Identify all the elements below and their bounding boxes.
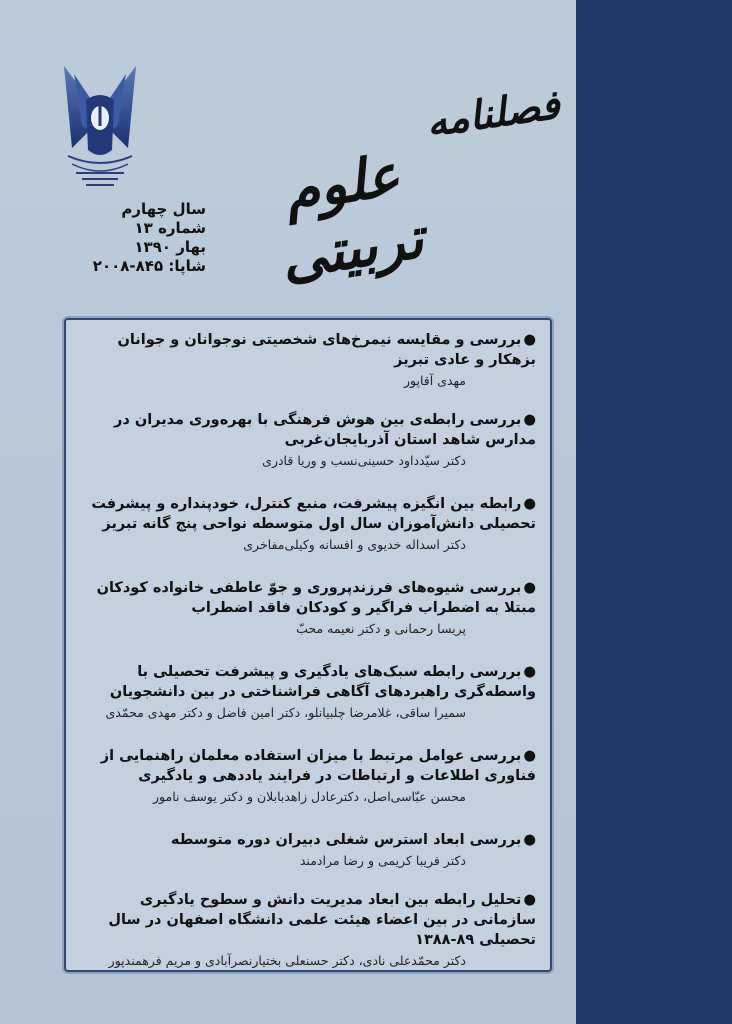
bullet-icon: ● (523, 496, 536, 512)
article-item (80, 746, 536, 806)
article-item (80, 410, 536, 470)
article-authors: دکتر محمّدعلی نادی، دکتر حسنعلی بختیارنصرآبادی و مریم فرهمندپور (108, 953, 466, 968)
issue-number: شماره ۱۳ (134, 219, 206, 237)
article-title: ●بررسی و مقایسه نیمرخ‌های شخصیتی نوجوانان و جوانان بزهکار و عادی تبریز (117, 332, 536, 368)
article-item (80, 662, 536, 722)
article-authors: دکتر فریبا کریمی و رضا مرادمند (299, 853, 466, 868)
article-item (80, 890, 536, 970)
cover-spine (576, 0, 732, 1024)
article-authors: پریسا رحمانی و دکتر نعیمه محبّ (296, 621, 466, 636)
article-authors: محسن عبّاسی‌اصل، دکترعادل زاهدبابلان و دکتر یوسف نامور (153, 789, 466, 804)
article-item (80, 494, 536, 554)
issue-year: سال چهارم (121, 200, 206, 218)
article-title: ●تحلیل رابطه بین ابعاد مدیریت دانش و سطوح یادگیری سازمانی در بین اعضاء هیئت علمی دانشگاه اصفهان در سال تحصیلی ۸۹-۱۳۸۸ (108, 892, 536, 948)
article-title: ●رابطه بین انگیزه پیشرفت، منبع کنترل، خودپنداره و پیشرفت تحصیلی دانش‌آموزان سال اول متوسطه نواحی پنج گانه تبریز (91, 496, 536, 532)
article-title: ●بررسی رابطه سبک‌های یادگیری و پیشرفت تحصیلی با واسطه‌گری راهبردهای آگاهی فراشناختی در بین دانشجویان (109, 664, 536, 700)
bullet-icon: ● (523, 664, 536, 680)
article-item (80, 330, 536, 390)
journal-title-line2: علوم تربیتی (276, 141, 428, 293)
issue-info (66, 200, 206, 276)
article-item (80, 578, 536, 638)
bullet-icon: ● (523, 832, 536, 848)
article-title: ●بررسی شیوه‌های فرزندپروری و جوّ عاطفی خانواده کودکان مبتلا به اضطراب فراگیر و کودکان فاقد اضطراب (96, 580, 536, 616)
article-authors: مهدی آقاپور (403, 373, 466, 388)
article-item (80, 830, 536, 870)
article-title: ●بررسی رابطه‌ی بین هوش فرهنگی با بهره‌وری مدیران در مدارس شاهد استان آذربایجان‌غربی (114, 412, 536, 448)
bullet-icon: ● (523, 412, 536, 428)
bullet-icon: ● (523, 748, 536, 764)
article-title: ●بررسی ابعاد استرس شغلی دبیران دوره متوسطه (170, 832, 536, 848)
bullet-icon: ● (523, 332, 536, 348)
university-logo-icon (58, 60, 142, 200)
article-authors: سمیرا ساقی، غلامرضا چلبیانلو، دکتر امین فاضل و دکتر مهدی محمّدی (105, 705, 466, 720)
bullet-icon: ● (523, 892, 536, 908)
issue-issn: شاپا: ۸۴۵-۲۰۰۸ (92, 257, 206, 275)
journal-title-line1: فصلنامه (423, 80, 563, 147)
article-authors: دکتر اسداله خدیوی و افسانه وکیلی‌مفاخری (243, 537, 466, 552)
article-authors: دکتر سیّدداود حسینی‌نسب و وریا قادری (262, 453, 466, 468)
bullet-icon: ● (523, 580, 536, 596)
article-title: ●بررسی عوامل مرتبط با میزان استفاده معلمان راهنمایی از فناوری اطلاعات و ارتباطات در فرایند یاددهی و یادگیری (100, 748, 536, 784)
table-of-contents (64, 318, 552, 972)
issue-season: بهار ۱۳۹۰ (134, 238, 206, 256)
